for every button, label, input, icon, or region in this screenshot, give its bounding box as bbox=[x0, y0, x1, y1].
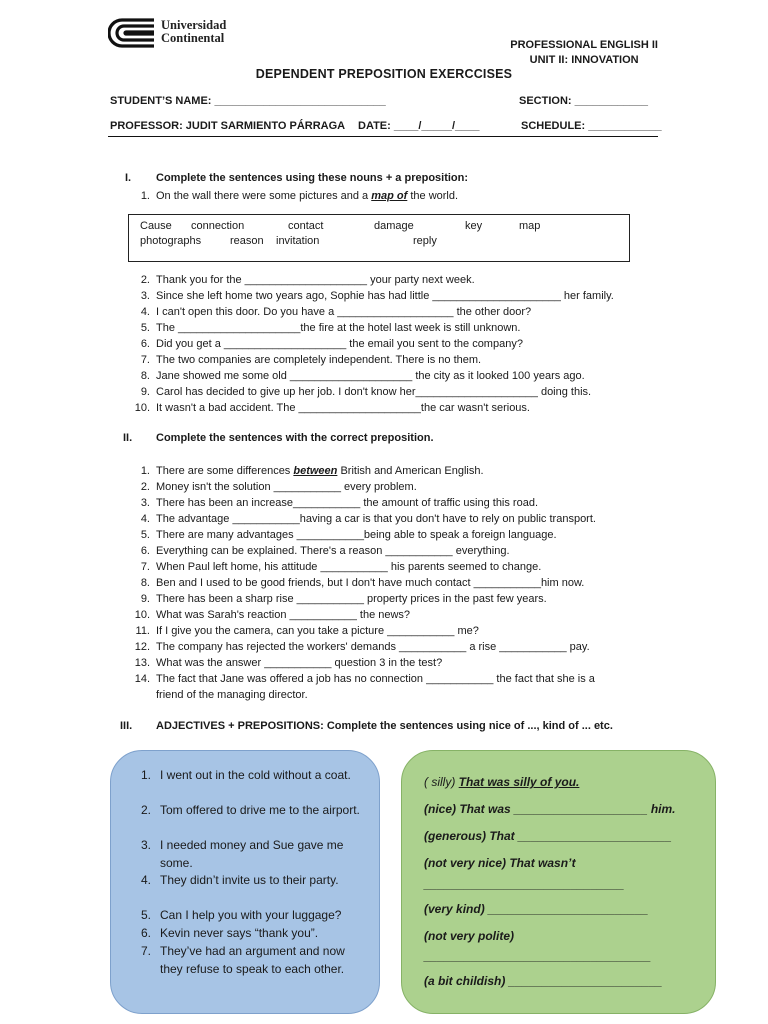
section-2-number: II. bbox=[123, 432, 133, 444]
unit-name: UNIT II: INNOVATION bbox=[529, 54, 639, 66]
section-3-number: III. bbox=[120, 720, 133, 732]
page-title: DEPENDENT PREPOSITION EXERCCISES bbox=[255, 67, 513, 81]
noun-word: connection bbox=[191, 220, 245, 232]
noun-word: map bbox=[519, 220, 541, 232]
student-name-field[interactable]: STUDENT’S NAME: ____________________________ bbox=[110, 95, 386, 107]
section-1-number: I. bbox=[125, 172, 132, 184]
answers-box bbox=[401, 750, 716, 1014]
section-3-heading: ADJECTIVES + PREPOSITIONS: Complete the sentences using nice of ..., kind of ... etc. bbox=[156, 720, 613, 732]
logo-text bbox=[161, 19, 226, 45]
date-field[interactable]: DATE: ____/_____/____ bbox=[358, 120, 480, 132]
schedule-field[interactable]: SCHEDULE: ____________ bbox=[521, 120, 662, 132]
answer-line[interactable]: ______________________________ bbox=[424, 877, 625, 891]
section-field[interactable]: SECTION: ____________ bbox=[519, 95, 649, 107]
section-1-heading: Complete the sentences using these nouns + a preposition: bbox=[156, 172, 469, 184]
answer-line[interactable]: (not very nice) That wasn’t bbox=[424, 856, 576, 870]
noun-word: photographs bbox=[140, 235, 202, 247]
answer-line[interactable]: (very kind) ________________________ bbox=[424, 902, 649, 916]
situations-box: 1. I went out in the cold without a coat. 2. Tom offered to drive me to the airport. 3. I needed money and Sue gave me some. 4. They didn’t invite us to their party. 5. Can I help you with your luggage? 6. Kevin never says “thank you”. 7. They’ve had an argument and now they refuse to speak to each other. bbox=[110, 750, 380, 1014]
course-info bbox=[510, 38, 658, 68]
noun-word: invitation bbox=[276, 235, 320, 247]
noun-word: reply bbox=[413, 235, 437, 247]
answer-line[interactable]: (generous) That _______________________ bbox=[424, 829, 672, 843]
noun-word: Cause bbox=[140, 220, 172, 232]
header-divider bbox=[108, 136, 658, 137]
course-name: PROFESSIONAL ENGLISH II bbox=[510, 39, 658, 51]
professor-label: PROFESSOR: JUDIT SARMIENTO PÁRRAGA bbox=[110, 120, 346, 132]
noun-word: damage bbox=[374, 220, 414, 232]
answer-line[interactable]: (not very polite) bbox=[424, 929, 515, 943]
logo-line-1: Universidad bbox=[161, 18, 227, 32]
example-answer: between bbox=[293, 465, 338, 477]
section-2-heading: Complete the sentences with the correct preposition. bbox=[156, 432, 434, 444]
noun-word: key bbox=[465, 220, 483, 232]
logo-line-2: Continental bbox=[161, 31, 225, 45]
green-example: ( silly) That was silly of you. bbox=[424, 775, 580, 789]
answer-line[interactable]: __________________________________ bbox=[424, 949, 651, 963]
logo-icon bbox=[108, 16, 156, 50]
example-answer: That was silly of you. bbox=[458, 775, 580, 789]
noun-word: reason bbox=[230, 235, 264, 247]
answer-line[interactable]: (a bit childish) _______________________ bbox=[424, 974, 663, 988]
example-answer: map of bbox=[371, 190, 408, 202]
noun-word: contact bbox=[288, 220, 324, 232]
noun-word-box bbox=[128, 214, 630, 262]
answer-line[interactable]: (nice) That was ____________________ him. bbox=[424, 802, 676, 816]
